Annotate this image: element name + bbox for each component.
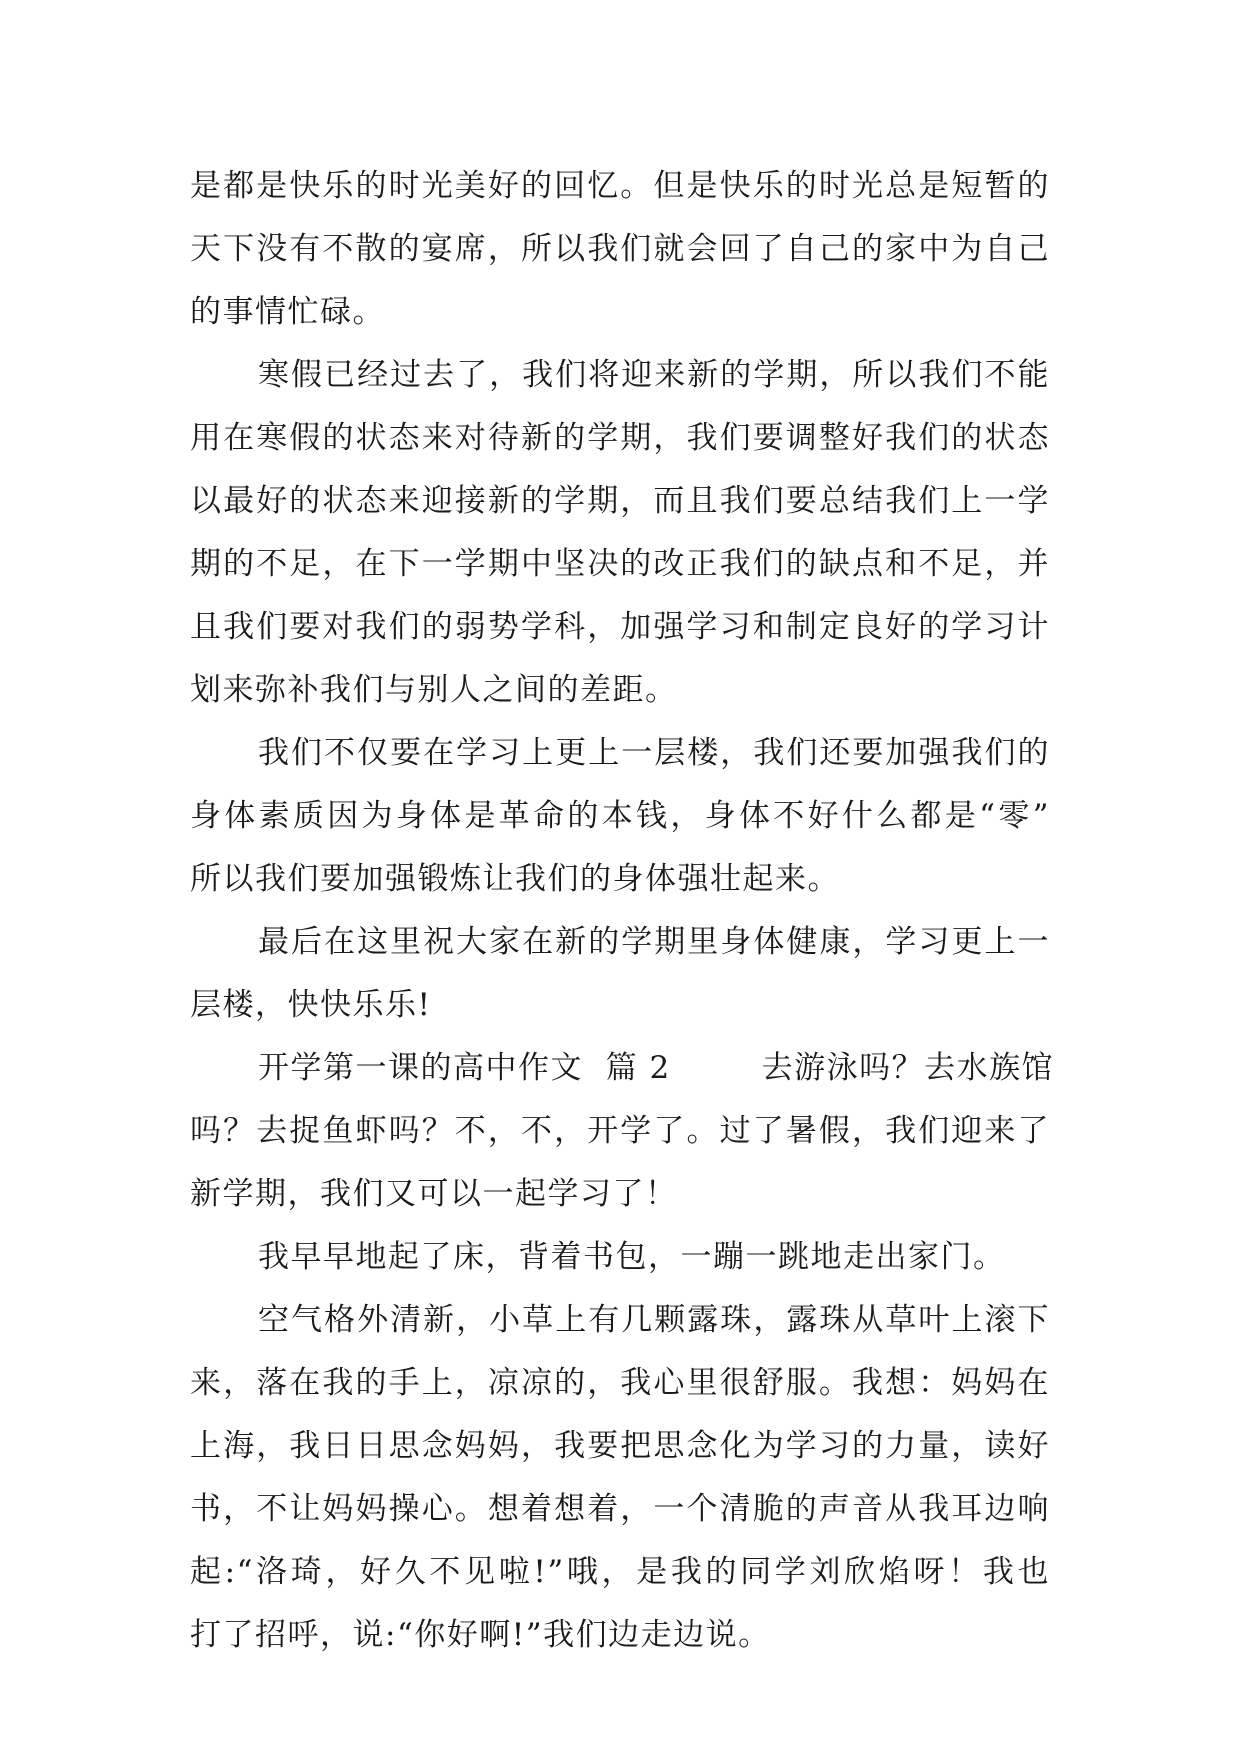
- text-line: 期的不足，在下一学期中坚决的改正我们的缺点和不足，并: [190, 546, 1050, 582]
- text-line: 且我们要对我们的弱势学科，加强学习和制定良好的学习计: [190, 609, 1050, 645]
- paragraph: [190, 1037, 1055, 1226]
- text-line: 用在寒假的状态来对待新的学期，我们要调整好我们的状态: [190, 420, 1050, 456]
- text-line: 身体素质因为身体是革命的本钱，身体不好什么都是“零”: [190, 798, 1050, 834]
- document-body: [190, 155, 1055, 1667]
- paragraph: [190, 1226, 1050, 1289]
- paragraph: [190, 911, 1050, 1037]
- text-line: 我们不仅要在学习上更上一层楼，我们还要加强我们的: [258, 735, 1050, 771]
- text-line: 新学期，我们又可以一起学习了！: [190, 1176, 678, 1212]
- text-line: 打了招呼，说:“你好啊!”我们边走边说。: [190, 1617, 771, 1653]
- section-heading-line: 开学第一课的高中作文 篇 2 去游泳吗？去水族馆: [258, 1050, 1055, 1086]
- text-line: 是都是快乐的时光美好的回忆。但是快乐的时光总是短暂的: [190, 168, 1050, 204]
- paragraph: [190, 722, 1050, 911]
- paragraph: [190, 344, 1050, 722]
- text-line: 天下没有不散的宴席，所以我们就会回了自己的家中为自己: [190, 231, 1050, 267]
- paragraph: [190, 1289, 1050, 1667]
- text-line: 我早早地起了床，背着书包，一蹦一跳地走出家门。: [258, 1239, 1006, 1275]
- text-line: 划来弥补我们与别人之间的差距。: [190, 672, 678, 708]
- paragraph: [190, 155, 1050, 344]
- text-line: 来，落在我的手上，凉凉的，我心里很舒服。我想：妈妈在: [190, 1365, 1050, 1401]
- text-line: 吗？去捉鱼虾吗？不，不，开学了。过了暑假，我们迎来了: [190, 1113, 1050, 1149]
- text-line: 以最好的状态来迎接新的学期，而且我们要总结我们上一学: [190, 483, 1050, 519]
- text-line: 起:“洛琦，好久不见啦!”哦，是我的同学刘欣焰呀！我也: [190, 1554, 1050, 1590]
- text-line: 上海，我日日思念妈妈，我要把思念化为学习的力量，读好: [190, 1428, 1050, 1464]
- text-line: 寒假已经过去了，我们将迎来新的学期，所以我们不能: [258, 357, 1050, 393]
- text-line: 的事情忙碌。: [190, 294, 385, 330]
- text-line: 最后在这里祝大家在新的学期里身体健康，学习更上一: [258, 924, 1050, 960]
- text-line: 所以我们要加强锻炼让我们的身体强壮起来。: [190, 861, 840, 897]
- text-line: 书，不让妈妈操心。想着想着，一个清脆的声音从我耳边响: [190, 1491, 1050, 1527]
- text-line: 空气格外清新，小草上有几颗露珠，露珠从草叶上滚下: [258, 1302, 1050, 1338]
- text-line: 层楼，快快乐乐!: [190, 987, 432, 1023]
